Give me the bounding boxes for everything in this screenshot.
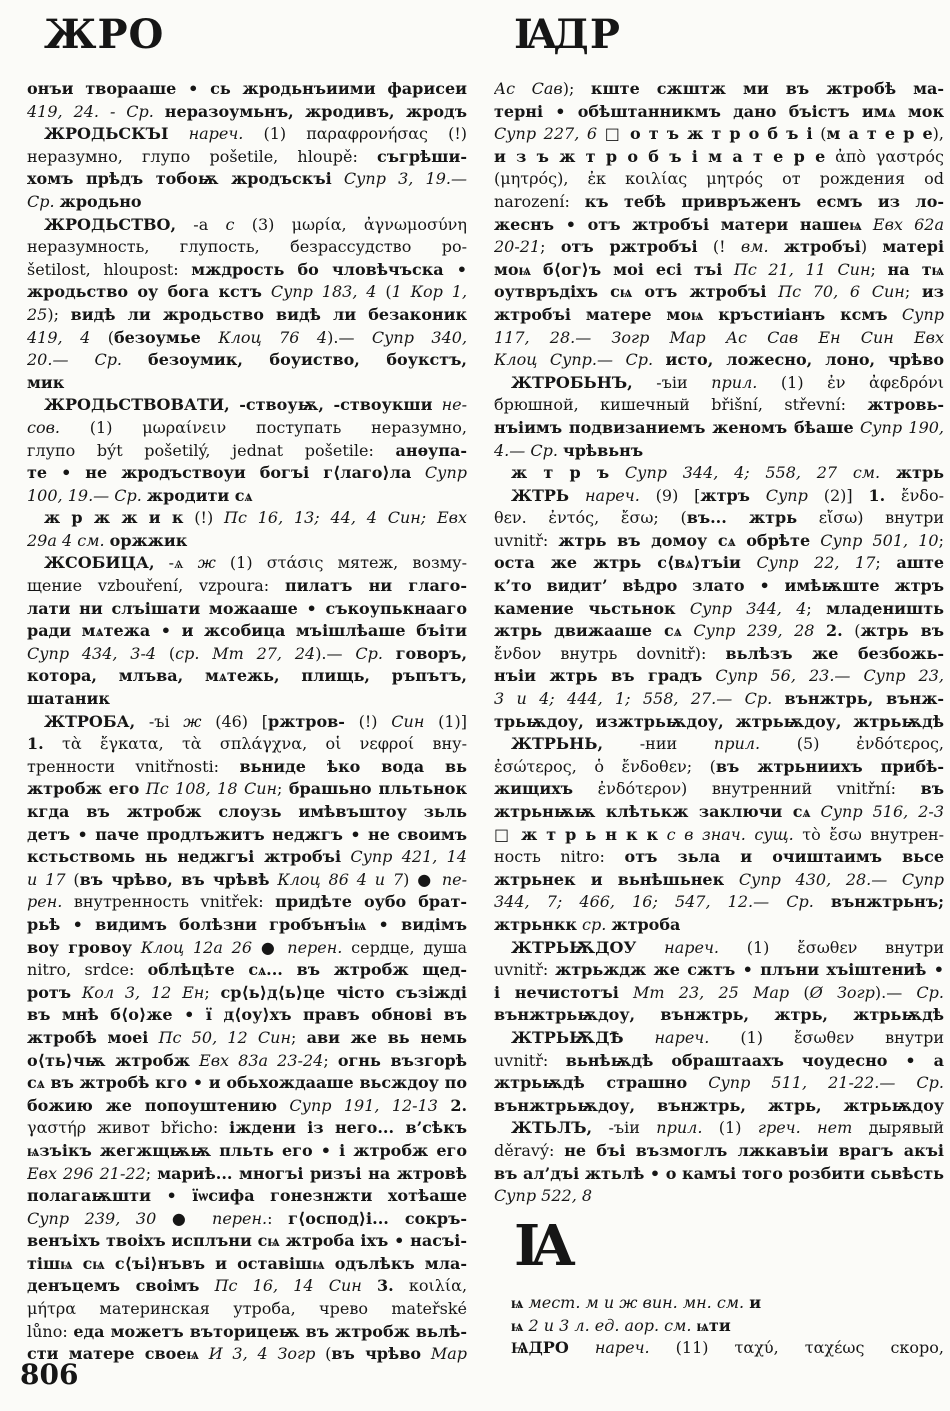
text-line: narození: къ тебѣ привръженъ есмъ из ло- <box>494 191 944 211</box>
text-line: рьѣ • видимъ болѣзни гробънъіѩ • видімъ <box>27 914 467 934</box>
text-line: 419, 24. - Ср. неразоумьнъ, жродивъ, жродъ <box>27 101 467 121</box>
text-line: полагаѭшти • їѡсифа гонезнжти хотѣаше <box>27 1186 467 1206</box>
running-head-right-rest: ДР <box>553 11 621 58</box>
text-line: 25); видѣ ли жродьство видѣ ли безаконик <box>27 304 467 324</box>
text-line: ж р ж ж и к (!) Пс 16, 13; 44, 4 Син; Евх <box>44 508 467 528</box>
text-line: Супр 239, 30 ● перен.: г⟨оспод⟩і... сокръ- <box>27 1208 467 1228</box>
text-line: неразумно, глупо pošetile, hloupě: съгрѣши- <box>27 146 467 166</box>
text-line: 20.— Ср. безоумик, боуиство, боукстъ, <box>27 350 467 370</box>
text-line: šetilost, hloupost: мждрость бо чловѣчъска • <box>27 259 467 279</box>
text-line: Ср. жродьно <box>27 191 142 211</box>
text-line: ность nitro: отъ зьла и очиштаимъ вьсе <box>494 847 944 867</box>
running-head-left-text: ЖРО <box>44 11 165 58</box>
text-line: нъіимъ подвизаниемъ женомъ бѣаше Супр 190, <box>494 417 944 437</box>
text-line: і нечистотъі Мт 23, 25 Мар (Ø Зогр).— Ср. <box>494 982 944 1002</box>
text-line: вънжтрьѭдоу, вънжтрь, жтрь, жтрьѭдѣ <box>494 1005 944 1025</box>
text-line: сти матере своеѩ И 3, 4 Зогр (въ чрѣво Мар <box>27 1344 467 1364</box>
text-line: шатаник <box>27 689 110 709</box>
text-line: денъцемъ своімъ Пс 16, 14 Син 3. κοιλία, <box>27 1276 467 1296</box>
text-line: ЖСОБИЦА, -ѧ ж (1) στάσις мятеж, возму- <box>44 553 467 573</box>
text-line: ЖРОДЬСКЪІ нареч. (1) παραφρονήσας (!) <box>44 124 467 144</box>
text-line: онъи творааше • сь жродьнъиими фарисеи <box>27 79 467 98</box>
text-line: ἔνδον внутрь dovnitř): вьлѣзъ же безбожь- <box>494 643 944 663</box>
text-line: котора, млъва, мѧтежь, плищь, ръпътъ, <box>27 666 467 686</box>
text-line: 1. τὰ ἔγκατα, τὰ σπλάγχνα, οἱ νεφροί вну- <box>27 734 467 754</box>
text-line: děravý: не бъі възмоглъ лжкавъіи врагъ акъі <box>494 1140 944 1160</box>
text-line: те • не жродъствоуи богъі г⟨лаго⟩ла Супр <box>27 463 467 483</box>
text-line: uvnitř: жтрьждж же сжтъ • плъни хъіштениѣ • <box>494 960 944 980</box>
text-line: Супр 434, 3-4 (ср. Мт 27, 24).— Ср. говоръ, <box>27 643 467 663</box>
text-line: 344, 7; 466, 16; 547, 12.— Ср. вънжтрьнъ; <box>494 892 944 912</box>
column-left <box>27 78 467 1366</box>
text-line: θεν. ἐντός, ἔσω; (въ... жтрь εἴσω) внутри <box>494 508 944 528</box>
text-line: жтробѣ моеі Пс 50, 12 Син; ави же вь немь <box>27 1027 467 1047</box>
text-line: ЖРОДЬСТВОВАТИ, -ствоуѭ, -ствоукши не- <box>44 395 467 415</box>
running-head-left <box>44 12 164 58</box>
column-right <box>494 78 944 1208</box>
text-line: 100, 19.— Ср. жродити сѧ <box>27 485 253 505</box>
text-line: ѩ 2 и 3 л. ед. аор. см. ѩти <box>511 1315 731 1335</box>
text-line: и з ъ ж т р о б ъ і м а т е р е ἀπὸ γαστρός <box>494 146 944 166</box>
text-line: ради мѧтежа • и жсобица мъішлѣаше бъіти <box>27 621 467 641</box>
text-line: 29а 4 см. оржжик <box>27 530 188 550</box>
text-line: кгда въ жтробж слоузь имѣвъштоу зьль <box>27 802 467 821</box>
text-line: детъ • паче продлъжитъ неджгъ • не своимъ <box>27 824 467 844</box>
text-line: ЖТРОБА, -ъі ж (46) [ржтров- (!) Син (1)] <box>44 711 467 731</box>
text-line: нъіи жтрь въ градъ Супр 56, 23.— Супр 23, <box>494 666 944 686</box>
text-line: (μητρός), ἐκ κοιλίας μητρός от рождения od <box>494 169 944 189</box>
text-line: ротъ Кол 3, 12 Ен; ср⟨ь⟩д⟨ь⟩це чісто съзіжді <box>27 982 467 1002</box>
text-line: мик <box>27 372 65 392</box>
text-line: 3 и 4; 444, 1; 558, 27.— Ср. вънжтрь, вънж- <box>494 689 944 709</box>
text-line: жтрь движааше сѧ Супр 239, 28 2. (жтрь въ <box>494 621 944 641</box>
text-line: ЖРОДЬСТВО, -а с (3) μωρία, ἀγνωμοσύνη <box>44 214 467 234</box>
text-line: жтрьѭдѣ страшно Супр 511, 21-22.— Ср. <box>494 1073 944 1093</box>
text-line: Евх 296 21-22; мариѣ... многъі ризъі на жтровѣ <box>27 1163 467 1183</box>
text-line: к’то видит’ вѣдро злато • имѣѭште жтръ <box>494 576 944 596</box>
text-line: жтробъі матере моѩ кръстиіанъ ксмъ Супр <box>494 304 944 324</box>
text-line: глупо být pošetilý, jednat pošetile: анѳупа- <box>27 440 467 460</box>
text-line: жтрьнѭѭ клѣтькж заключи сѧ Супр 516, 2-3 <box>494 802 944 821</box>
text-line: ѩ мест. м и ж вин. мн. см. и <box>511 1293 762 1312</box>
text-line: оста же жтрь с⟨вѧ⟩тъіи Супр 22, 17; аште <box>494 553 944 573</box>
text-line: ЖТРЬѬДОУ нареч. (1) ἔσωθεν внутри <box>511 937 944 957</box>
text-line: рен. внутренность vnitřek: придѣте оубо брат- <box>27 892 467 912</box>
text-line: воу гровоу Клоц 12а 26 ● перен. сердце, душа <box>27 937 467 957</box>
text-line: nitro, srdce: облѣцѣте сѧ... въ жтробж щед- <box>27 960 467 980</box>
text-line: жтрьнкк ср. жтроба <box>494 914 681 934</box>
text-line: и 17 (въ чрѣво, въ чрѣвѣ Клоц 86 4 и 7) ● пе- <box>27 869 467 889</box>
iotified-a-ligature: ІА <box>514 11 551 58</box>
section-letter-heading <box>514 1213 566 1279</box>
text-line: жтробж его Пс 108, 18 Син; брашьно пльтьнок <box>27 779 467 799</box>
text-line: Ас Сав); кште сжштж ми въ жтробѣ ма- <box>494 79 944 98</box>
text-line: ѩзъікъ жегжщѭѭ пльть его • і жтробж его <box>27 1140 467 1160</box>
text-line: 117, 28.— Зогр Мар Ас Сав Ен Син Евх <box>494 327 944 347</box>
text-line: жродьство оу бога кстъ Супр 183, 4 (1 Кор 1, <box>27 282 467 302</box>
text-line: моѩ б⟨ог⟩ъ моі есі тъі Пс 21, 11 Син; на тѩ <box>494 259 944 279</box>
text-line: оутвръдіхъ сѩ отъ жтробъі Пс 70, 6 Син; из <box>494 282 944 302</box>
text-line: ЖТРОБЬНЪ, -ъіи прил. (1) ἐν ἀφεδρόνι <box>511 372 944 392</box>
text-line: брюшной, кишечный břišní, střevní: жтровь- <box>494 395 944 415</box>
column-right-continued <box>494 1292 944 1360</box>
text-line: Супр 522, 8 <box>494 1186 593 1206</box>
text-line: лати ни слъішати можааше • съкоупькнааго <box>27 598 467 618</box>
text-line: ЖТРЬ нареч. (9) [жтръ Супр (2)] 1. ἔνδο- <box>511 485 944 505</box>
text-line: 20-21; отъ ржтробъі (! вм. жтробъі) матері <box>494 237 944 257</box>
text-line: Супр 227, 6 □ о т ъ ж т р о б ъ і (м а т е р е), <box>494 124 944 144</box>
text-line: 419, 4 (безоумье Клоц 76 4).— Супр 340, <box>27 327 467 347</box>
text-line: божию же попоуштению Супр 191, 12-13 2. <box>27 1095 467 1115</box>
text-line: uvnitř: жтрь въ домоу сѧ обрѣте Супр 501, 10; <box>494 530 944 550</box>
text-line: щение vzbouření, vzpoura: пилатъ ни глаго- <box>27 576 467 596</box>
text-line: ЖТЬЛЪ, -ъіи прил. (1) греч. нет дырявый <box>511 1118 944 1138</box>
text-line: ἐσώτερος, ὁ ἔνδοθεν; (въ жтрьниихъ прибѣ- <box>494 756 944 776</box>
text-line: въ ал’дъі жтьлѣ • о камъі того розбити сьвѣсть <box>494 1163 944 1183</box>
iotified-a-ligature-large: ІА <box>514 1213 566 1279</box>
text-line: вънжтрьѭдоу, вънжтрь, жтрь, жтрьѭдоу <box>494 1095 944 1115</box>
text-line: трьѭдоу, изжтрьѭдоу, жтрьѭдоу, жтрьѭдѣ <box>494 711 944 731</box>
text-line: тренности vnitřnosti: вьниде ѣко вода вь <box>27 756 467 776</box>
text-line: неразумность, глупость, безрассудство po- <box>27 237 467 257</box>
text-line: lůno: еда можетъ въторицеѭ въ жтробж вьлѣ- <box>27 1321 467 1341</box>
text-line: камение чьстьнок Супр 344, 4; младеништь <box>494 598 944 618</box>
text-line: о⟨ть⟩чѭ жтробж Евх 83а 23-24; огнь възгорѣ <box>27 1050 467 1070</box>
text-line: □ ж т р ь н к к с в знач. сущ. τὸ ἔσω внутрен- <box>494 824 944 844</box>
text-line: uvnitř: вьнѣѭдѣ обраштаахъ чоудесно • а <box>494 1050 944 1070</box>
text-line: ЖТРЬНЬ, -нии прил. (5) ἐνδότερος, <box>511 734 944 754</box>
text-line: μήτρα материнская утроба, чрево mateřské <box>27 1299 467 1319</box>
text-line: тішѩ сѩ с⟨ъі⟩нъвъ и оставішѩ одълѣкъ мла- <box>27 1253 467 1273</box>
text-line: жеснъ • отъ жтробъі матери нашеѩ Евх 62а <box>494 214 944 234</box>
text-line: ѨДРО нареч. (11) ταχύ, ταχέως скоро, <box>511 1338 944 1358</box>
text-line: сов. (1) μωραίνειν поступать неразумно, <box>27 417 467 437</box>
text-line: венъіхъ твоіхъ исплъни сѩ жтроба іхъ • насъі- <box>27 1231 467 1251</box>
text-line: ЖТРЬѬДѢ нареч. (1) ἔσωθεν внутри <box>511 1027 944 1047</box>
text-line: γαστήρ живот břicho: іждени із него... в’сѣкъ <box>27 1118 467 1138</box>
text-line: въ мнѣ б⟨о⟩же • ї д⟨оу⟩хъ правъ обнові въ <box>27 1005 467 1025</box>
running-head-right <box>514 12 621 58</box>
text-line: Клоц Супр.— Ср. исто, ложесно, лоно, чрѣво <box>494 350 944 370</box>
text-line: кстьствомь нь неджгъі жтробъі Супр 421, 14 <box>27 847 467 867</box>
text-line: хомъ прѣдъ тобоѭ жродъскъі Супр 3, 19.— <box>27 169 467 189</box>
text-line: 4.— Ср. чрѣвьнъ <box>494 440 644 460</box>
text-line: сѧ въ жтробѣ кго • и обьхождааше вьсждоу по <box>27 1073 467 1093</box>
text-line: ж т р ъ Супр 344, 4; 558, 27 см. жтрь <box>511 463 944 483</box>
page-number: 806 <box>20 1358 79 1391</box>
text-line: терні • обѣштанникмъ дано бъістъ имѧ мок <box>494 101 944 121</box>
text-line: жтрьнек и вьнѣшьнек Супр 430, 28.— Супр <box>494 869 944 889</box>
text-line: жищихъ ἐνδότερον) внутренний vnitřní: въ <box>494 779 944 799</box>
